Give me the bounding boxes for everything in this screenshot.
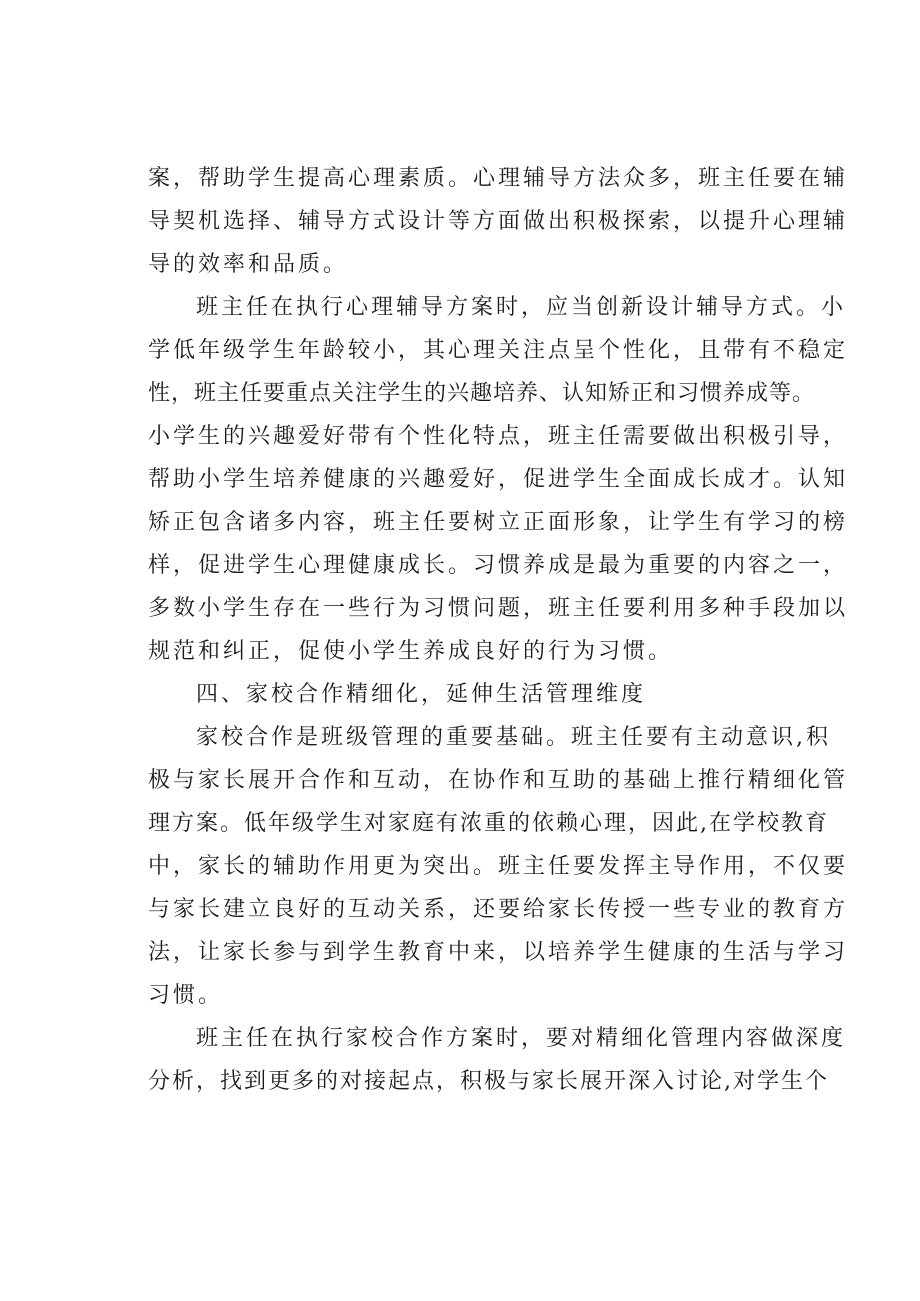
text-line: 极与家长展开合作和互动，在协作和互助的基础上推行精细化管 [148, 768, 849, 793]
text-line: 小学生的兴趣爱好带有个性化特点，班主任需要做出积极引导， [148, 424, 849, 449]
text-line: 帮助小学生培养健康的兴趣爱好，促进学生全面成长成才。认知 [148, 467, 849, 492]
text-line: 样，促进学生心理健康成长。习惯养成是最为重要的内容之一， [148, 553, 849, 578]
paragraph-start-line: 班主任在执行心理辅导方案时，应当创新设计辅导方式。小 [196, 295, 847, 320]
paragraph-start-line: 班主任在执行家校合作方案时，要对精细化管理内容做深度 [196, 1026, 847, 1051]
text-line: 导契机选择、辅导方式设计等方面做出积极探索，以提升心理辅 [148, 209, 849, 234]
text-line: 法，让家长参与到学生教育中来，以培养学生健康的生活与学习 [148, 940, 849, 965]
text-line: 分析，找到更多的对接起点，积极与家长展开深入讨论,对学生个 [148, 1069, 829, 1094]
text-line: 多数小学生存在一些行为习惯问题，班主任要利用多种手段加以 [148, 596, 849, 621]
text-line: 导的效率和品质。 [148, 252, 349, 277]
text-line: 习惯。 [148, 983, 224, 1008]
paragraph-start-line: 家校合作是班级管理的重要基础。班主任要有主动意识,积 [196, 725, 831, 750]
text-line: 理方案。低年级学生对家庭有浓重的依赖心理，因此,在学校教育 [148, 811, 829, 836]
text-line: 与家长建立良好的互动关系，还要给家长传授一些专业的教育方 [148, 897, 849, 922]
text-line: 性，班主任要重点关注学生的兴趣培养、认知矫正和习惯养成等。 [148, 381, 816, 406]
text-line: 中，家长的辅助作用更为突出。班主任要发挥主导作用，不仅要 [148, 854, 849, 879]
section-heading: 四、家校合作精细化，延伸生活管理维度 [196, 682, 647, 707]
text-line: 规范和纠正，促使小学生养成良好的行为习惯。 [148, 639, 674, 664]
text-line: 学低年级学生年龄较小，其心理关注点呈个性化，且带有不稳定 [148, 338, 849, 363]
text-line: 案，帮助学生提高心理素质。心理辅导方法众多，班主任要在辅 [148, 166, 849, 191]
text-line: 矫正包含诸多内容，班主任要树立正面形象，让学生有学习的榜 [148, 510, 849, 535]
